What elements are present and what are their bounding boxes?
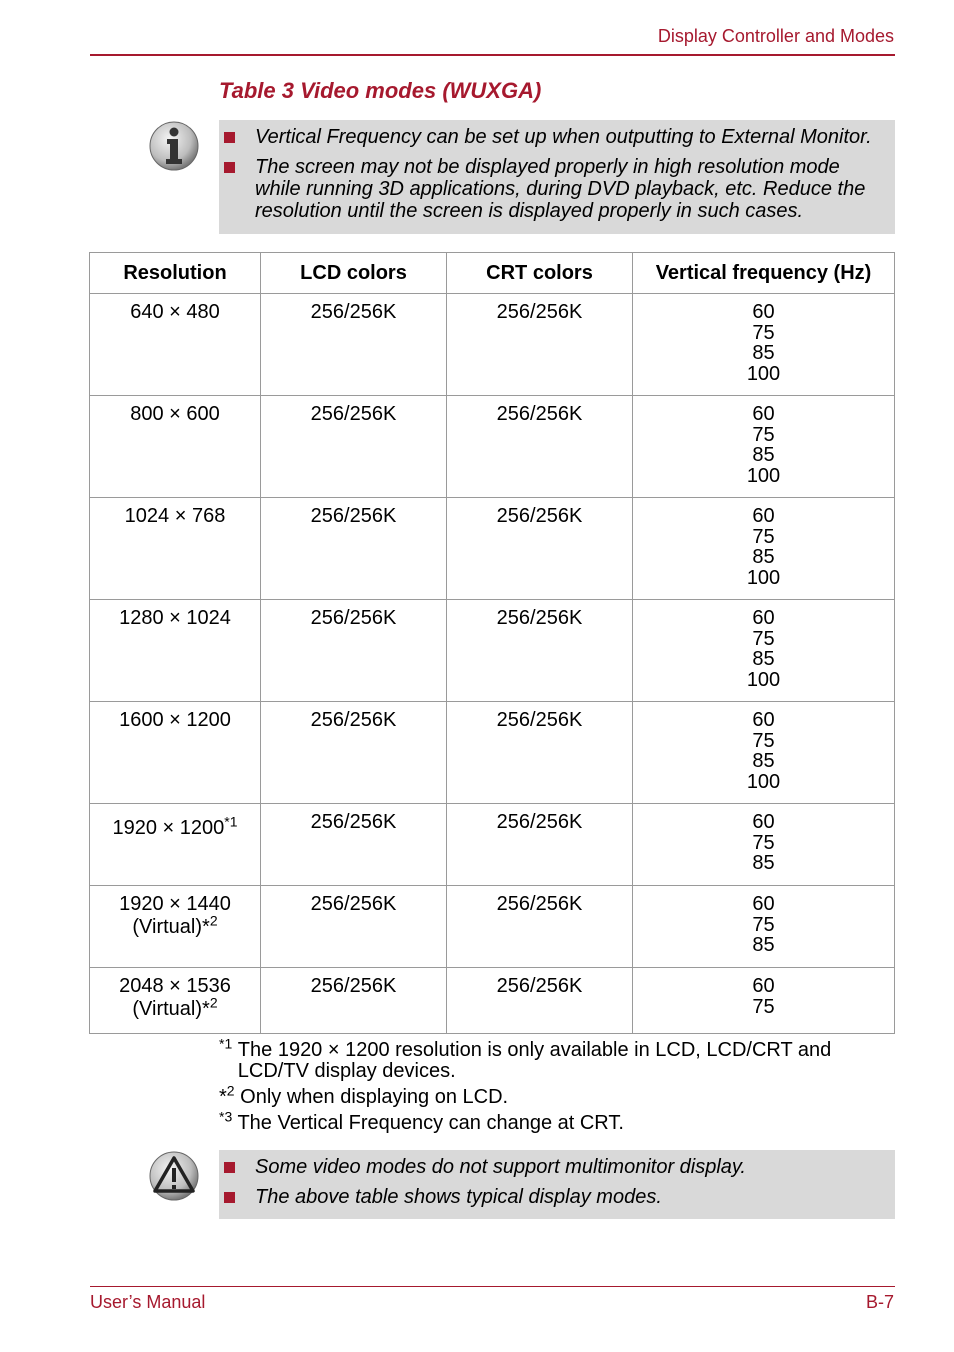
frequency-value: 100 [746,770,781,793]
resolution-cell: 1280 × 1024 [90,600,261,702]
frequency-value: 100 [746,362,781,385]
vertical-frequency-cell [633,886,895,968]
frequency-value: 75 [752,423,775,446]
frequency-value: 60 [752,403,775,425]
frequency-value: 85 [752,648,775,670]
frequency-value: 60 [752,301,775,323]
info-icon [148,120,200,172]
table-row [90,968,895,1034]
footnote-marker: *1 [219,1035,233,1052]
table-row [90,702,895,804]
table-row [90,498,895,600]
info-note-text: The screen may not be displayed properly in high resolution mode while running 3D applications, during DVD playback, etc. Reduce the resolution until the screen is displayed properly in such cases. [255,156,866,222]
resolution-cell: 2048 × 1536 (Virtual)*$^2$ [90,968,261,1034]
table-row [90,886,895,968]
square-bullet-icon [224,132,235,143]
footer-page-number: B-7 [865,1292,894,1312]
video-modes-table [89,252,895,1034]
crt-colors-cell: 256/256K [447,804,633,886]
footnote-text: Only when displaying on LCD. [240,1086,509,1108]
lcd-colors-cell: 256/256K [261,498,447,600]
footnote-marker: *$^2$ [219,1082,235,1108]
column-header-crt-colors: CRT colors [447,253,633,294]
frequency-value: 75 [752,913,775,936]
caution-note-item [222,1186,883,1208]
crt-colors-cell: 256/256K [447,600,633,702]
square-bullet-icon [224,1192,235,1203]
frequency-value: 85 [752,750,775,772]
frequency-value: 100 [746,668,781,691]
frequency-value: 100 [746,566,781,589]
resolution-cell: 640 × 480 [90,294,261,396]
frequency-value: 60 [752,975,775,997]
vertical-frequency-cell [633,294,895,396]
frequency-value: 60 [752,811,775,833]
resolution-cell: 1024 × 768 [90,498,261,600]
vertical-frequency-cell [633,396,895,498]
footnote [219,1035,848,1082]
frequency-value: 85 [752,546,775,568]
caution-note-box [219,1150,895,1219]
vertical-frequency-cell [633,968,895,1034]
table-row [90,804,895,886]
table-row [90,294,895,396]
frequency-value: 75 [752,831,775,854]
table-row [90,600,895,702]
lcd-colors-cell: 256/256K [261,600,447,702]
resolution-cell: 800 × 600 [90,396,261,498]
info-note-box [219,120,895,234]
footnote [219,1108,848,1134]
crt-colors-cell: 256/256K [447,498,633,600]
footer-manual-title: User’s Manual [90,1292,206,1312]
header-divider [90,54,895,56]
caution-note-text: The above table shows typical display modes. [255,1186,662,1208]
frequency-value: 60 [752,607,775,629]
footnote-marker: *3 [219,1108,233,1125]
caution-icon [148,1150,200,1202]
crt-colors-cell: 256/256K [447,294,633,396]
frequency-value: 60 [752,505,775,527]
info-note-item [222,156,883,222]
column-header-resolution: Resolution [90,253,261,294]
footer-divider [90,1286,895,1287]
resolution-cell: 1600 × 1200 [90,702,261,804]
resolution-cell: 1920 × 1440 (Virtual)*$^2$ [90,886,261,968]
frequency-value: 75 [752,995,775,1018]
crt-colors-cell: 256/256K [447,968,633,1034]
vertical-frequency-cell [633,702,895,804]
footnote-text: The Vertical Frequency can change at CRT. [237,1112,624,1134]
frequency-value: 75 [752,525,775,548]
resolution-cell: $1920 \times 1200^{*1}$ [90,804,261,886]
frequency-value: 85 [752,852,775,874]
vertical-frequency-cell [633,804,895,886]
frequency-value: 75 [752,627,775,650]
frequency-value: 85 [752,342,775,364]
table-header-row [90,253,895,294]
lcd-colors-cell: 256/256K [261,968,447,1034]
lcd-colors-cell: 256/256K [261,804,447,886]
frequency-value: 85 [752,934,775,956]
crt-colors-cell: 256/256K [447,886,633,968]
footnote-text: The 1920 × 1200 resolution is only available in LCD, LCD/CRT and LCD/TV display devices. [237,1039,832,1082]
info-note-item [222,126,883,148]
footnote [219,1082,848,1108]
column-header-vertical-frequency: Vertical frequency (Hz) [633,253,895,294]
frequency-value: 100 [746,464,781,487]
lcd-colors-cell: 256/256K [261,702,447,804]
vertical-frequency-cell [633,498,895,600]
frequency-value: 75 [752,321,775,344]
frequency-value: 85 [752,444,775,466]
frequency-value: 60 [752,709,775,731]
table-title: Table 3 Video modes (WUXGA) [219,78,542,103]
header-section-title: Display Controller and Modes [657,26,894,46]
frequency-value: 60 [752,893,775,915]
lcd-colors-cell: 256/256K [261,396,447,498]
column-header-lcd-colors: LCD colors [261,253,447,294]
square-bullet-icon [224,162,235,173]
info-note-text: Vertical Frequency can be set up when outputting to External Monitor. [255,126,872,148]
table-row [90,396,895,498]
square-bullet-icon [224,1162,235,1173]
lcd-colors-cell: 256/256K [261,294,447,396]
caution-note-text: Some video modes do not support multimonitor display. [255,1156,746,1178]
caution-note-item [222,1156,883,1178]
footnotes [219,1035,848,1139]
frequency-value: 75 [752,729,775,752]
lcd-colors-cell: 256/256K [261,886,447,968]
crt-colors-cell: 256/256K [447,702,633,804]
crt-colors-cell: 256/256K [447,396,633,498]
vertical-frequency-cell [633,600,895,702]
